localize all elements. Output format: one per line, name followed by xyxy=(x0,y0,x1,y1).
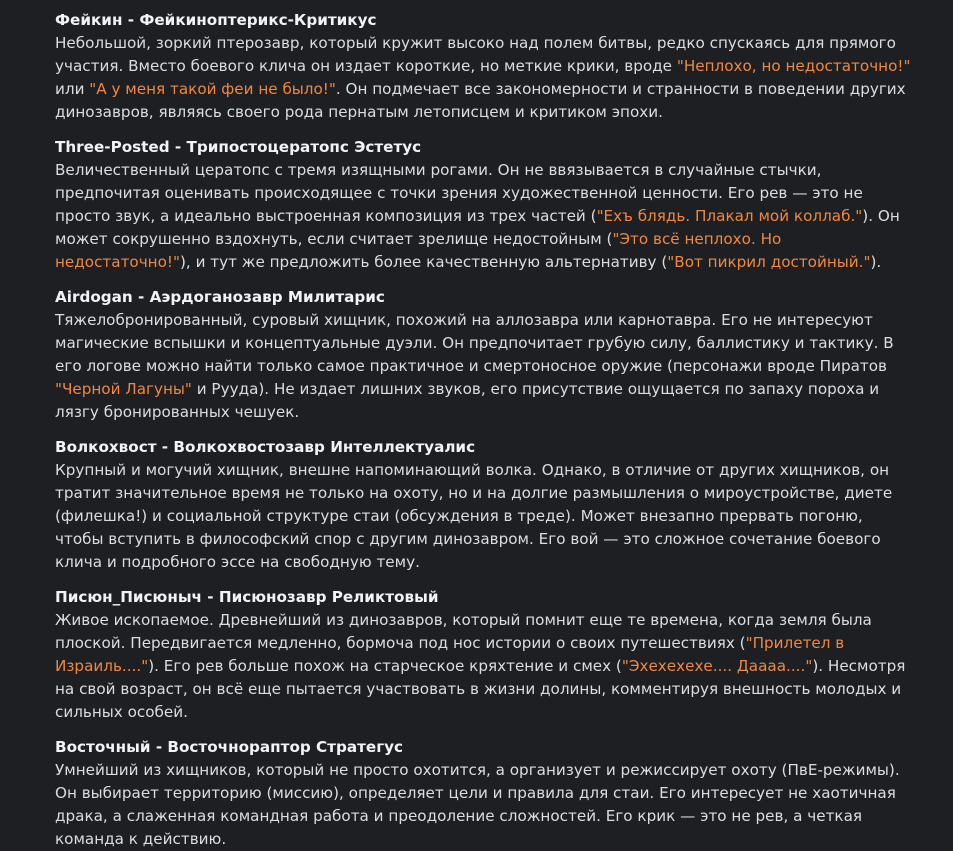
entry xyxy=(55,136,913,274)
body-text: ). Его рев больше похож на старческое кряхтение и смех ( xyxy=(148,657,622,675)
entry-title: Волкохвост - Волкохвостозавр Интеллектуалис xyxy=(55,438,476,456)
body-text: Тяжелобронированный, суровый хищник, похожий на аллозавра или карнотавра. Его не интересуют магические вспышки и концептуальные дуэли. Он предпочитает грубую силу, баллистику и тактику. В его логове можно найти только самое практичное и смертоносное оружие (персонажи вроде Пиратов xyxy=(55,311,894,375)
body-text: Крупный и могучий хищник, внешне напоминающий волка. Однако, в отличие от других хищников, он тратит значительное время не только на охоту, но и на долгие размышления о мироустройстве, диете (филешка!) и социальной структуре стаи (обсуждения в треде). Может внезапно прервать погоню, чтобы вступить в философский спор с другим динозавром. Его вой — это сложное сочетание боевого клича и подробного эссе на свободную тему. xyxy=(55,461,893,571)
entry xyxy=(55,9,913,124)
body-text: или xyxy=(55,80,90,98)
quote-text: "Ехъ блядь. Плакал мой коллаб." xyxy=(596,207,863,225)
body-text: Умнейший из хищников, который не просто охотится, а организует и режиссирует охоту (ПвЕ-режимы). Он выбирает территорию (миссию), определяет цели и правила для стаи. Его интересует не хаотичная драка, а слаженная командная работа и преодоление сложностей. Его крик — это не рев, а четкая команда к действию. xyxy=(55,761,900,848)
entry xyxy=(55,436,913,574)
body-text: Живое ископаемое. Древнейший из динозавров, который помнит еще те времена, когда земля была плоской. Передвигается медленно, бормоча под нос истории о своих путешествиях ( xyxy=(55,611,872,652)
body-text: . Он подмечает все закономерности и странности в поведении других динозавров, являясь своего рода пернатым летописцем и критиком эпохи. xyxy=(55,80,906,121)
quote-text: "Черной Лагуны" xyxy=(55,380,192,398)
entry-description xyxy=(55,309,913,424)
entry xyxy=(55,736,913,851)
entry-title: Three-Posted - Трипостоцератопс Эстетус xyxy=(55,138,422,156)
body-text: Величественный цератопс с тремя изящными рогами. Он не ввязывается в случайные стычки, предпочитая оценивать происходящее с точки зрения художественной ценности. Его рев — это не просто звук, а идеально выстроенная композиция из трех частей ( xyxy=(55,161,863,225)
entry-description xyxy=(55,609,913,724)
body-text: ). Он может сокрушенно вздохнуть, если считает зрелище недостойным ( xyxy=(55,207,900,248)
entry-title: Писюн_Писюныч - Писюнозавр Реликтовый xyxy=(55,588,439,606)
body-text: ), и тут же предложить более качественную альтернативу ( xyxy=(179,253,668,271)
quote-text: "Прилетел в Израиль...." xyxy=(55,634,845,675)
quote-text: "Это всё неплохо. Но недостаточно!" xyxy=(55,230,782,271)
quote-text: "Эхехехехе.... Даааа...." xyxy=(621,657,813,675)
entry xyxy=(55,286,913,424)
quote-text: "Вот пикрил достойный." xyxy=(667,253,871,271)
entry-description xyxy=(55,459,913,574)
body-text: Небольшой, зоркий птерозавр, который кружит высоко над полем битвы, редко спускаясь для прямого участия. Вместо боевого клича он издает короткие, но меткие крики, вроде xyxy=(55,34,896,75)
entry-title: Восточный - Восточнораптор Стратегус xyxy=(55,738,404,756)
entry-title: Airdogan - Аэрдоганозавр Милитарис xyxy=(55,288,385,306)
entry-description xyxy=(55,159,913,274)
entry xyxy=(55,586,913,724)
quote-text: "А у меня такой феи не было!" xyxy=(89,80,336,98)
body-text: ). xyxy=(870,253,882,271)
entry-description xyxy=(55,759,913,851)
quote-text: "Неплохо, но недостаточно!" xyxy=(676,57,911,75)
entry-description xyxy=(55,32,913,124)
body-text: ). Несмотря на свой возраст, он всё еще пытается участвовать в жизни долины, комментируя внешность молодых и сильных особей. xyxy=(55,657,906,721)
document xyxy=(55,9,913,851)
entry-title: Фейкин - Фейкиноптерикс-Критикус xyxy=(55,11,377,29)
body-text: и Рууда). Не издает лишних звуков, его присутствие ощущается по запаху пороха и лязгу бронированных чешуек. xyxy=(55,380,880,421)
